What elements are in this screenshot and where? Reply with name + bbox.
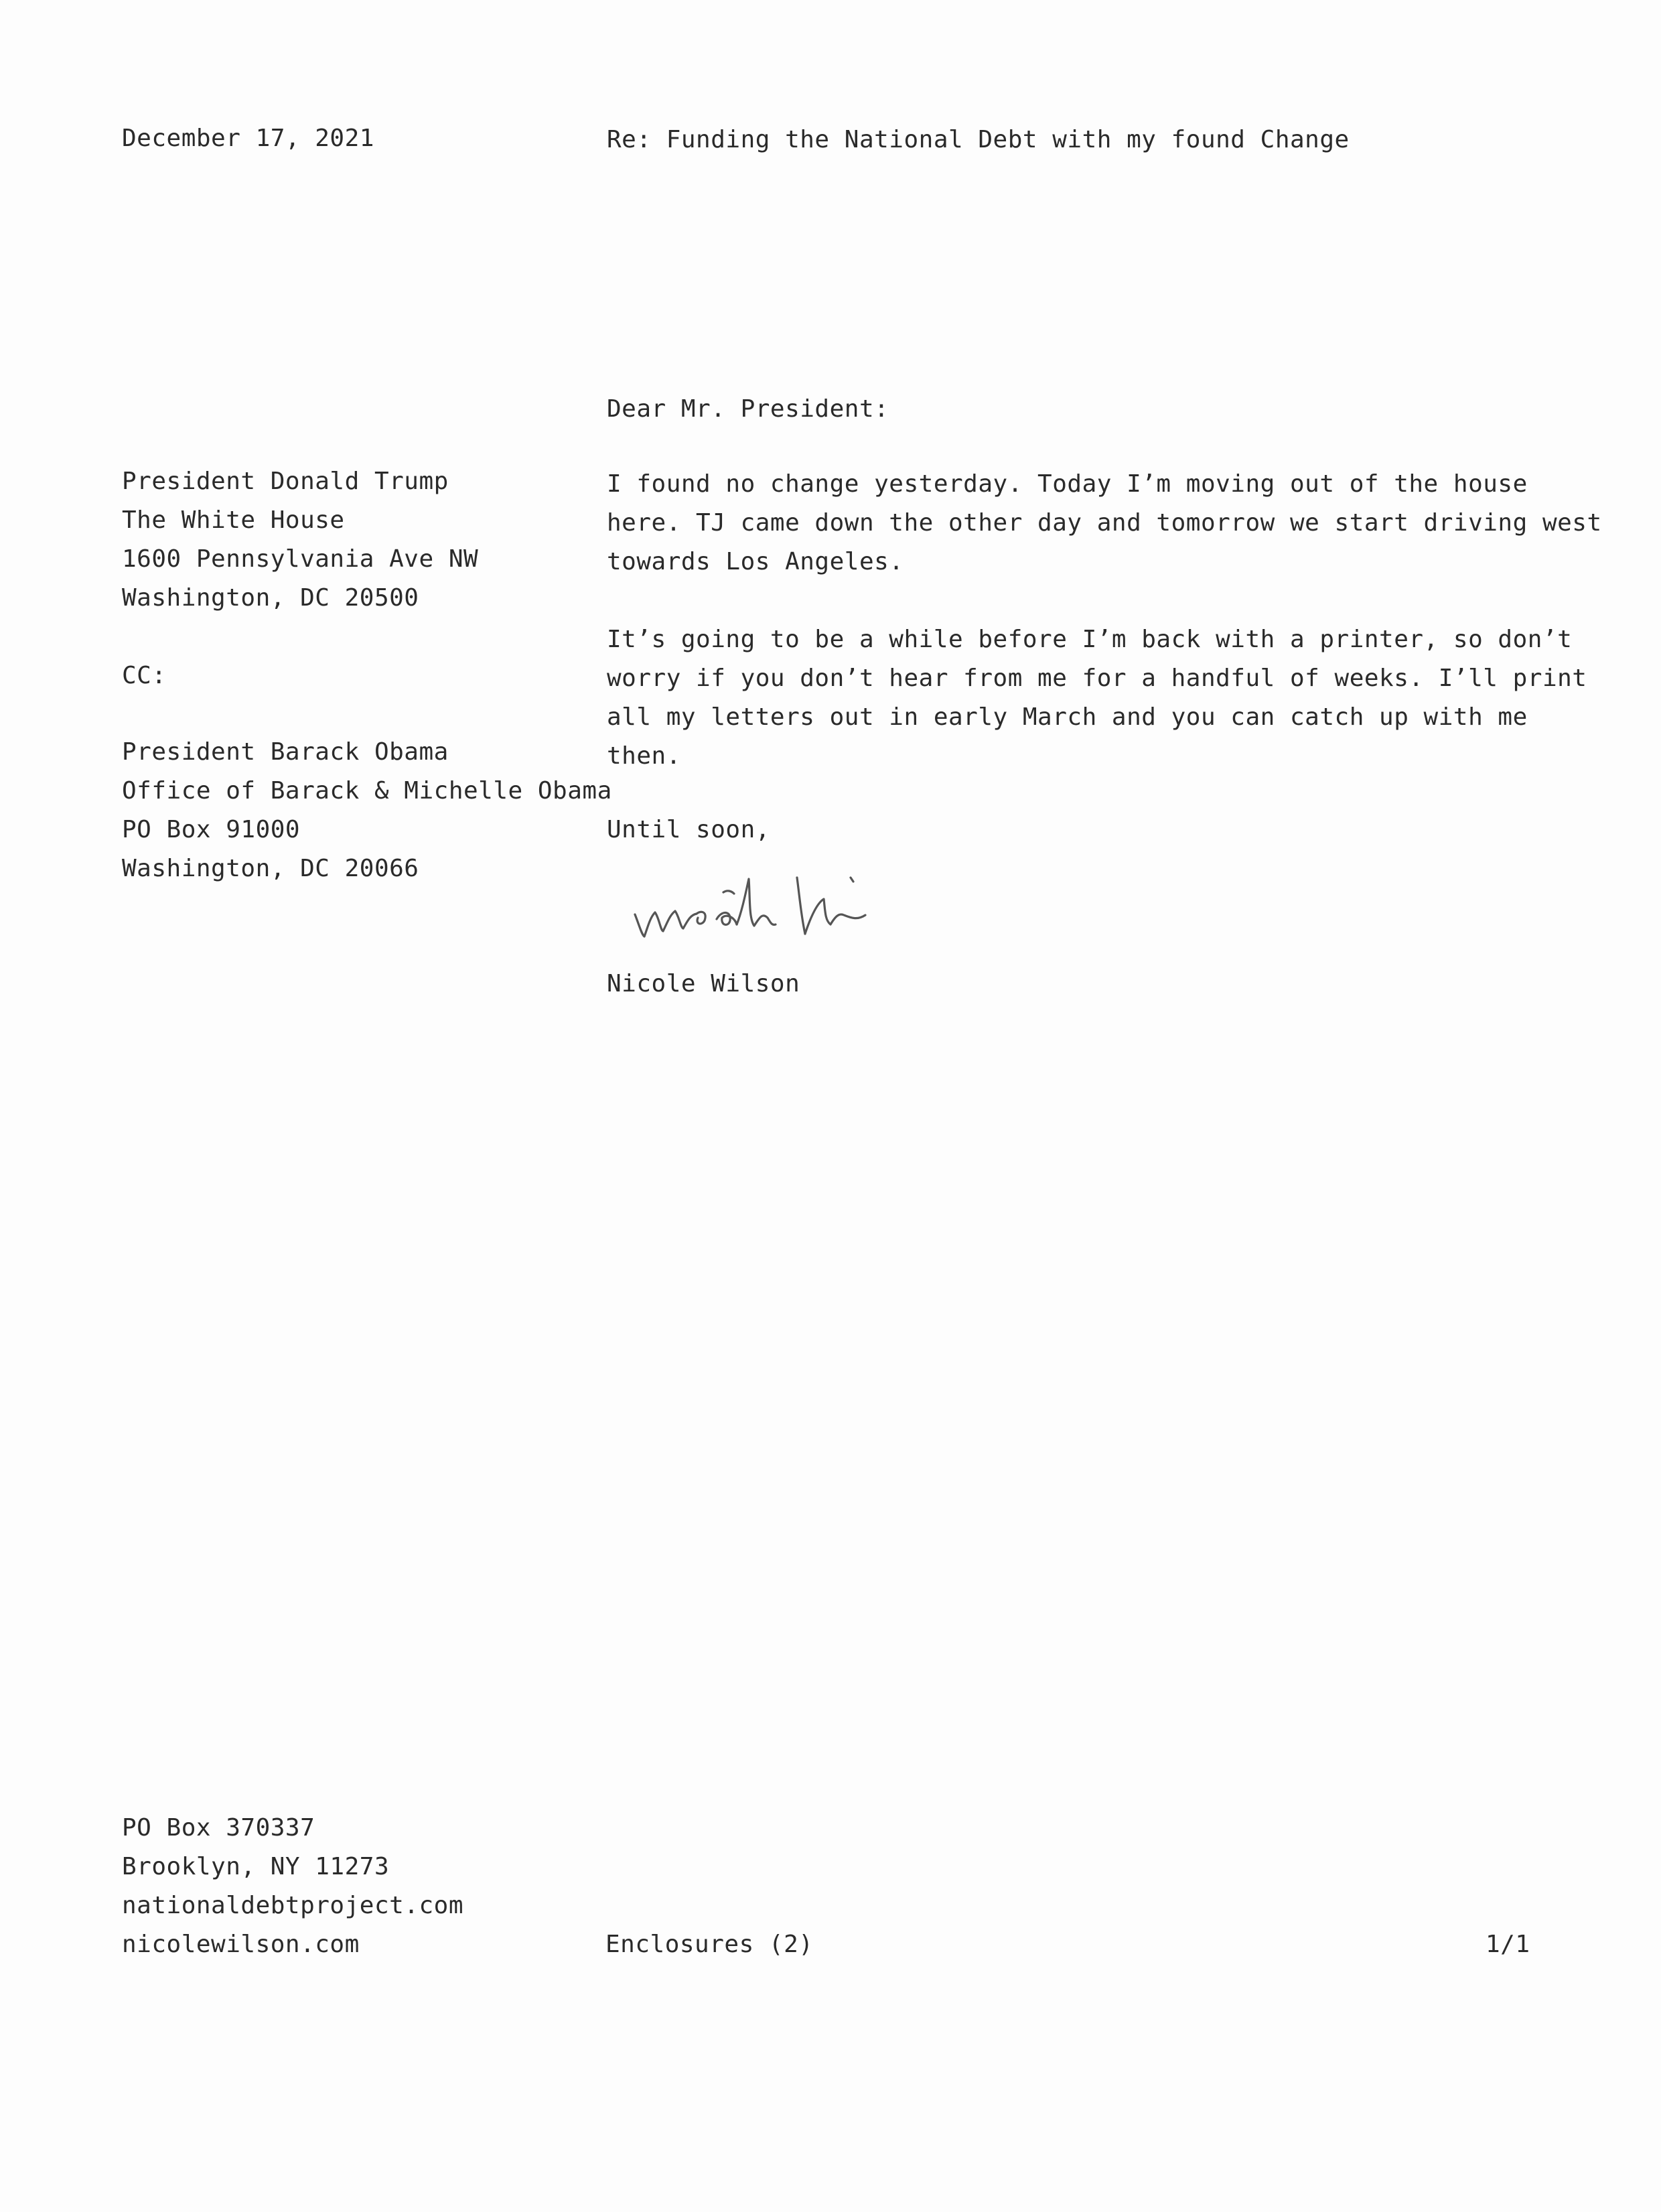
paragraph-line: It’s going to be a while before I’m back with a printer, so don’t [607,626,1573,653]
recipient-line: The White House [122,506,345,534]
cc-line: President Barack Obama [122,738,449,766]
sender-link[interactable]: nicolewilson.com [122,1931,360,1958]
recipient-address [122,462,478,618]
cc-label: CC: [122,662,167,689]
paragraph-line: worry if you don’t hear from me for a handful of weeks. I’ll print [607,665,1587,692]
paragraph-line: then. [607,742,681,770]
cc-line: Office of Barack & Michelle Obama [122,777,612,805]
cc-address [122,733,612,888]
cc-line: PO Box 91000 [122,816,301,843]
enclosures-note: Enclosures (2) [605,1931,814,1958]
cc-line: Washington, DC 20066 [122,855,419,882]
signer-name: Nicole Wilson [607,970,800,997]
sender-address [122,1809,463,1964]
sender-link[interactable]: nationaldebtproject.com [122,1892,463,1919]
recipient-line: 1600 Pennsylvania Ave NW [122,545,479,573]
closing: Until soon, [607,816,770,843]
sender-line: Brooklyn, NY 11273 [122,1853,390,1880]
sender-line: PO Box 370337 [122,1814,315,1842]
recipient-line: Washington, DC 20500 [122,584,419,612]
salutation: Dear Mr. President: [607,395,889,423]
body-paragraph-1 [607,465,1602,581]
paragraph-line: I found no change yesterday. Today I’m moving out of the house [607,470,1528,498]
page-number: 1/1 [1486,1931,1530,1958]
paragraph-line: towards Los Angeles. [607,548,904,575]
recipient-line: President Donald Trump [122,468,449,495]
paragraph-line: all my letters out in early March and you can catch up with me [607,703,1528,731]
letter-date: December 17, 2021 [122,125,374,152]
handwritten-signature [630,851,1005,958]
paragraph-line: here. TJ came down the other day and tomorrow we start driving west [607,509,1602,537]
letter-subject: Re: Funding the National Debt with my found Change [607,126,1350,153]
body-paragraph-2 [607,620,1587,776]
